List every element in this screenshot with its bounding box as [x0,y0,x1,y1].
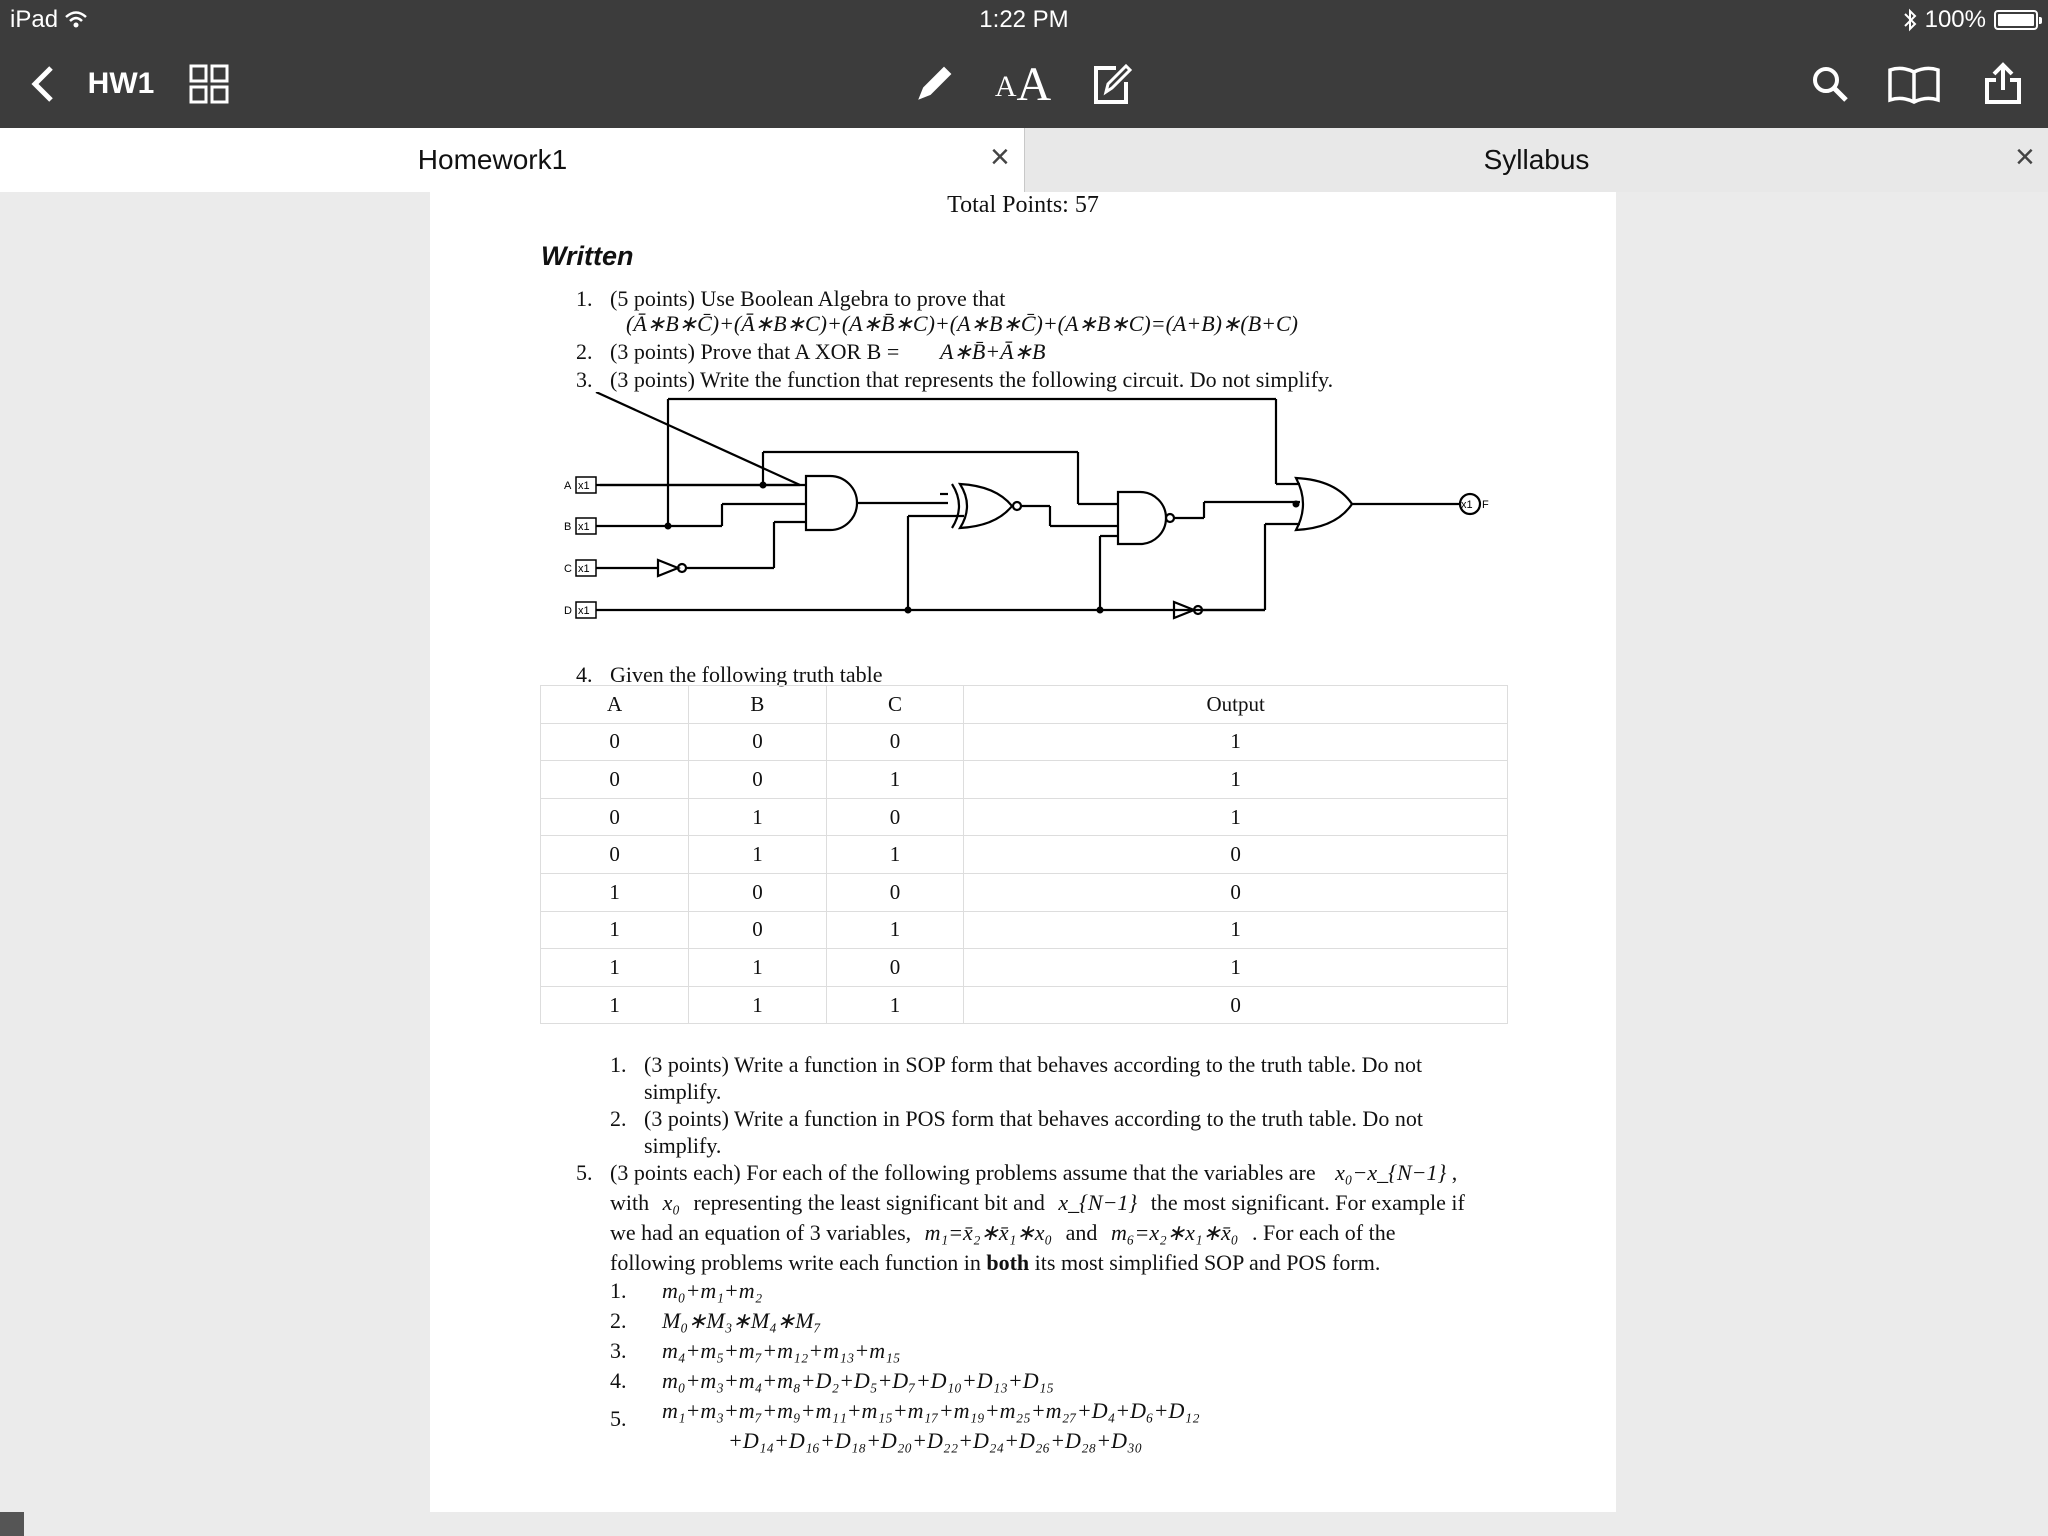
input-tag-b: x1 [578,521,590,533]
status-bar [0,0,2048,40]
device-name: iPad [10,6,59,33]
pen-icon [914,64,954,104]
q5-line4-a: following problems write each function in [610,1250,981,1275]
q5-item-number: 1. [610,1278,627,1303]
table-cell: 0 [689,761,827,799]
col-header: B [689,686,827,724]
back-chevron-icon [29,64,55,104]
table-row [541,873,1508,911]
tab-label: Homework1 [417,144,568,175]
table-cell: 0 [964,986,1508,1024]
q5-line1-comma: , [1446,1160,1458,1185]
input-label-b: B [564,521,572,533]
annotate-button[interactable] [1088,40,1136,128]
search-button[interactable] [1808,40,1852,128]
q1-text: (5 points) Use Boolean Algebra to prove that [610,286,1006,311]
q5-item-number: 5. [610,1406,627,1431]
text-size-icon-large: A [1016,57,1052,111]
q2-number: 2. [576,339,593,364]
table-cell: 1 [689,986,827,1024]
grid-view-button[interactable] [186,40,232,128]
q1-equation: (Ā∗B∗C̄)+(Ā∗B∗C)+(A∗B̄∗C)+(A∗B∗C̄)+(A∗B∗C)=(A+B)∗(B+C) [626,311,1298,336]
bookmarks-icon [1887,64,1941,104]
table-cell: 0 [826,873,964,911]
q1-number: 1. [576,286,593,311]
table-cell: 1 [826,761,964,799]
input-label-d: D [564,605,572,617]
q4-sub2-text-cont: simplify. [644,1133,722,1158]
tab-bar [0,128,2048,192]
q5-line3-m2: m₆=x₂∗x₁∗x̄₀ [1110,1220,1239,1245]
table-row [541,761,1508,799]
pen-button[interactable] [912,40,956,128]
table-cell: 0 [826,798,964,836]
table-cell: 1 [689,836,827,874]
output-tag: x1 [1461,499,1473,511]
bottom-scroll-area [0,1512,2048,1536]
table-cell: 1 [964,761,1508,799]
table-cell: 1 [826,911,964,949]
table-cell: 1 [689,949,827,987]
tab-label: Syllabus [1483,144,1590,175]
q3-text: (3 points) Write the function that represents the following circuit. Do not simplify. [610,367,1334,392]
table-cell: 0 [689,911,827,949]
output-label: F [1482,499,1489,511]
table-cell: 1 [541,911,689,949]
q5-line2-c: the most significant. For example if [1150,1190,1465,1215]
q5-line2-m1: x₀ [662,1190,681,1215]
q5-item-expression: M₀∗M₃∗M₄∗M₇ [662,1308,822,1333]
table-cell: 0 [826,949,964,987]
table-cell: 0 [689,873,827,911]
table-cell: 0 [541,761,689,799]
circuit-diagram [430,392,1616,642]
battery-icon [1994,10,2038,30]
table-row [541,836,1508,874]
q5-item-number: 3. [610,1338,627,1363]
toolbar [0,40,2048,128]
table-cell: 1 [689,798,827,836]
q4-number: 4. [576,662,593,687]
q2-equation: A∗B̄+Ā∗B [940,339,1046,364]
q5-line3-b: and [1065,1220,1098,1245]
battery-percent: 100% [1924,6,1986,33]
table-row [541,911,1508,949]
document-title: HW1 [87,67,155,100]
table-cell: 1 [826,836,964,874]
clock: 1:22 PM [979,6,1069,33]
table-row [541,986,1508,1024]
share-icon [1983,62,2023,106]
q4-sub2-number: 2. [610,1106,627,1131]
q4-sub2-text: (3 points) Write a function in POS form that behaves according to the truth table. Do not [644,1106,1423,1131]
scroll-indicator[interactable] [0,1512,24,1536]
q5-line3-m1: m₁=x̄₂∗x̄₁∗x₀ [924,1220,1053,1245]
section-heading: Written [541,241,634,271]
col-header: C [826,686,964,724]
table-cell: 0 [689,723,827,761]
table-cell: 0 [964,836,1508,874]
q5-line3-a: we had an equation of 3 variables, [610,1220,912,1245]
grid-icon [189,64,229,104]
q3-number: 3. [576,367,593,392]
col-header: A [541,686,689,724]
table-cell: 0 [541,723,689,761]
q5-number: 5. [576,1160,593,1185]
tab-syllabus[interactable] [1024,128,2048,192]
table-cell: 0 [541,836,689,874]
q5-line2 [610,1190,1465,1216]
q5-line1-text: (3 points each) For each of the following problems assume that the variables are [610,1160,1316,1185]
q5-item-expression: m₄+m₅+m₇+m₁₂+m₁₃+m₁₅ [662,1338,901,1363]
table-cell: 0 [964,873,1508,911]
table-cell: 1 [541,986,689,1024]
q5-line4-bold: both [986,1250,1030,1275]
q5-item-expression: m₀+m₁+m₂ [662,1278,763,1303]
q5-line3-c: . For each of the [1251,1220,1396,1245]
table-cell: 0 [541,798,689,836]
q5-line4-b: its most simplified SOP and POS form. [1034,1250,1381,1275]
close-tab-icon[interactable]: × [990,138,1010,176]
input-label-a: A [564,480,572,492]
tab-homework1[interactable] [0,128,1024,192]
close-tab-icon[interactable]: × [2015,138,2035,176]
text-size-button[interactable] [990,40,1056,128]
q2-text: (3 points) Prove that A XOR B = [610,339,900,364]
total-points: Total Points: 57 [947,192,1099,218]
table-cell: 0 [826,723,964,761]
truth-table [540,685,1508,1024]
input-label-c: C [564,563,572,575]
q5-line1-math: x₀−x_{N−1} [1335,1160,1447,1185]
input-tag-a: x1 [578,480,590,492]
q5-item-expression-cont: +D₁₄+D₁₆+D₁₈+D₂₀+D₂₂+D₂₄+D₂₆+D₂₈+D₃₀ [728,1428,1143,1453]
document-page [430,192,1616,1512]
table-cell: 1 [826,986,964,1024]
table-cell: 1 [964,798,1508,836]
edit-note-icon [1090,62,1134,106]
table-cell: 1 [964,911,1508,949]
text-size-icon: A [994,70,1017,103]
search-icon [1810,64,1850,104]
q4-text: Given the following truth table [610,662,883,687]
q5-item-expression: m₀+m₃+m₄+m₈+D₂+D₅+D₇+D₁₀+D₁₃+D₁₅ [662,1368,1054,1393]
input-tag-d: x1 [578,605,590,617]
table-cell: 1 [541,873,689,911]
back-button[interactable] [22,40,62,128]
table-row [541,798,1508,836]
q4-sub1-text-cont: simplify. [644,1079,722,1104]
input-tag-c: x1 [578,563,590,575]
table-row [541,723,1508,761]
q5-item-number: 4. [610,1368,627,1393]
q5-line2-a: with [610,1190,650,1215]
q5-line1 [610,1160,1457,1186]
table-cell: 1 [964,723,1508,761]
q5-line3 [610,1220,1396,1246]
q5-item-number: 2. [610,1308,627,1333]
col-header: Output [964,686,1508,724]
q5-line2-b: representing the least significant bit and [693,1190,1045,1215]
table-cell: 1 [964,949,1508,987]
q4-sub1-text: (3 points) Write a function in SOP form that behaves according to the truth table. Do not [644,1052,1423,1077]
q5-line4 [610,1250,1380,1276]
q4-sub1-number: 1. [610,1052,627,1077]
q5-item-expression: m₁+m₃+m₇+m₉+m₁₁+m₁₅+m₁₇+m₁₉+m₂₅+m₂₇+D₄+D₆+D₁₂ [662,1398,1200,1423]
bluetooth-icon [1903,8,1917,32]
table-cell: 1 [541,949,689,987]
share-button[interactable] [1980,40,2026,128]
table-row [541,949,1508,987]
bookmarks-button[interactable] [1886,40,1942,128]
q5-line2-m2: x_{N−1} [1058,1190,1138,1215]
